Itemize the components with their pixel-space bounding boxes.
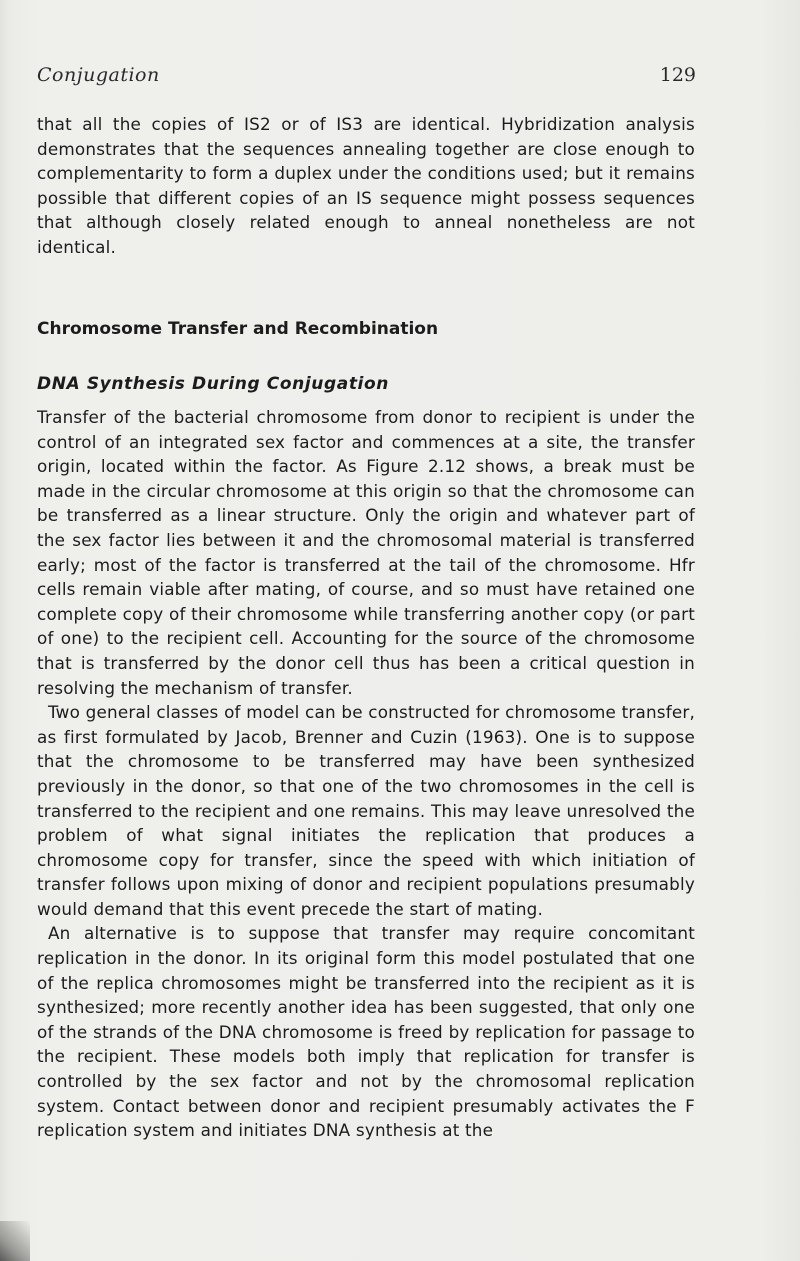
- opening-paragraph: that all the copies of IS2 or of IS3 are identical. Hybridization analysis demonstrates that the sequences annealing together are close enough to complementarity to form a duplex under the conditions used; but it remains possible that different copies of an IS sequence might possess sequences that although closely related enough to anneal nonetheless are not identical.: [37, 114, 695, 257]
- subsection-heading: DNA Synthesis During Conjugation: [37, 374, 389, 394]
- running-head: Conjugation: [37, 64, 160, 86]
- section-body: [37, 405, 695, 1143]
- page-number: 129: [659, 64, 696, 86]
- body-paragraph-1: Transfer of the bacterial chromosome from donor to recipient is under the control of an integrated sex factor and commences at a site, the transfer origin, located within the factor. As Figure 2.12 shows, a break must be made in the circular chromosome at this origin so that the chromosome can be transferred as a linear structure. Only the origin and whatever part of the sex factor lies between it and the chromosomal material is transferred early; most of the factor is transferred at the tail of the chromosome. Hfr cells remain viable after mating, of course, and so must have retained one complete copy of their chromosome while transferring another copy (or part of one) to the recipient cell. Accounting for the source of the chromosome that is transferred by the donor cell thus has been a critical question in resolving the mechanism of transfer.: [37, 407, 695, 698]
- body-paragraph-2: Two general classes of model can be constructed for chromosome transfer, as first formulated by Jacob, Brenner and Cuzin (1963). One is to suppose that the chromosome to be transferred may have been synthesized previously in the donor, so that one of the two chromosomes in the cell is transferred to the recipient and one remains. This may leave unresolved the problem of what signal initiates the replication that produces a chromosome copy for transfer, since the speed with which initiation of transfer follows upon mixing of donor and recipient populations presumably would demand that this event precede the start of mating.: [37, 702, 695, 919]
- section-heading: Chromosome Transfer and Recombination: [37, 319, 439, 339]
- page-corner-shadow: [0, 1221, 30, 1261]
- opening-text-block: [37, 112, 695, 260]
- body-paragraph-3: An alternative is to suppose that transfer may require concomitant replication in the donor. In its original form this model postulated that one of the replica chromosomes might be transferred into the recipient as it is synthesized; more recently another idea has been suggested, that only one of the strands of the DNA chromosome is freed by replication for passage to the recipient. These models both imply that replication for transfer is controlled by the sex factor and not by the chromosomal replication system. Contact between donor and recipient presumably activates the F replication system and initiates DNA synthesis at the: [37, 923, 695, 1141]
